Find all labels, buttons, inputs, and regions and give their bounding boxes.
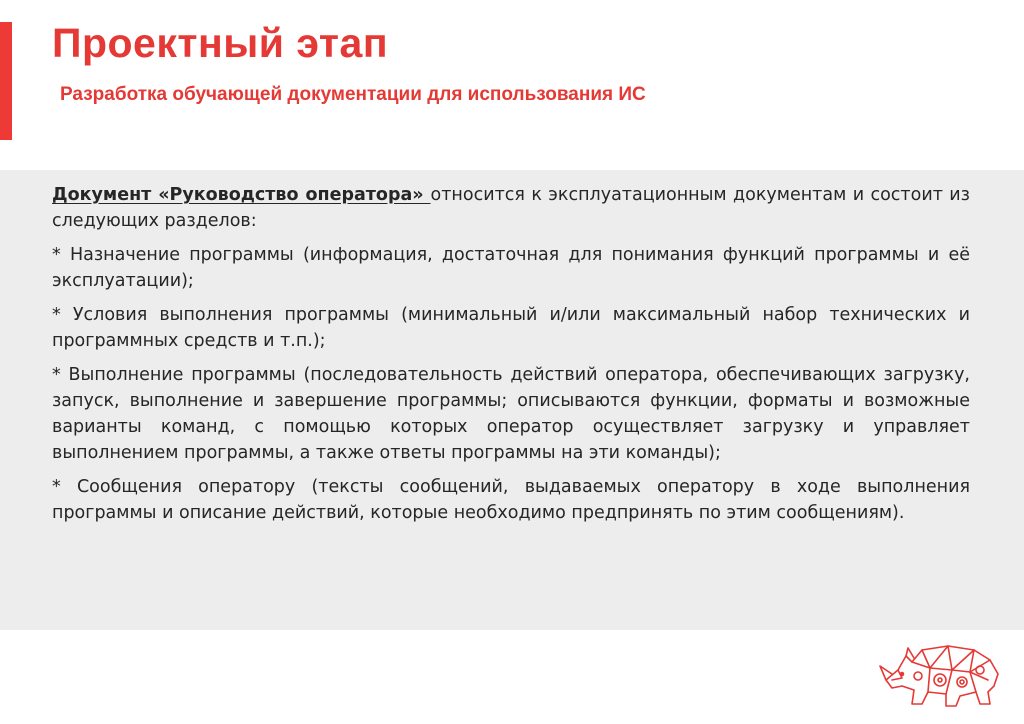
section-item: * Условия выполнения программы (минимальный и/или максимальный набор технических и программных средств и т.п.); bbox=[52, 305, 970, 351]
slide-title: Проектный этап bbox=[52, 20, 389, 66]
section-item: * Назначение программы (информация, достаточная для понимания функций программы и её эксплуатации); bbox=[52, 245, 970, 291]
intro-lead: Документ «Руководство оператора» bbox=[52, 185, 431, 205]
rhino-logo-icon bbox=[878, 640, 1006, 712]
content-body bbox=[52, 182, 970, 534]
intro-paragraph bbox=[52, 182, 970, 234]
section-item: * Сообщения оператору (тексты сообщений, выдаваемых оператору в ходе выполнения программы и описание действий, которые необходимо предпринять по этим сообщениям). bbox=[52, 477, 970, 523]
intro-rest: относится к эксплуатационным документам и состоит из следующих разделов: bbox=[52, 185, 970, 231]
slide-subtitle: Разработка обучающей документации для использования ИС bbox=[60, 84, 646, 105]
section-item: * Выполнение программы (последовательность действий оператора, обеспечивающих загрузку, запуск, выполнение и завершение программы; описываются функции, форматы и возможные варианты команд, с помощью которых оператор осуществляет загрузку и управляет выполнением программы, а также ответы программы на эти команды); bbox=[52, 365, 970, 463]
accent-bar bbox=[0, 22, 12, 140]
